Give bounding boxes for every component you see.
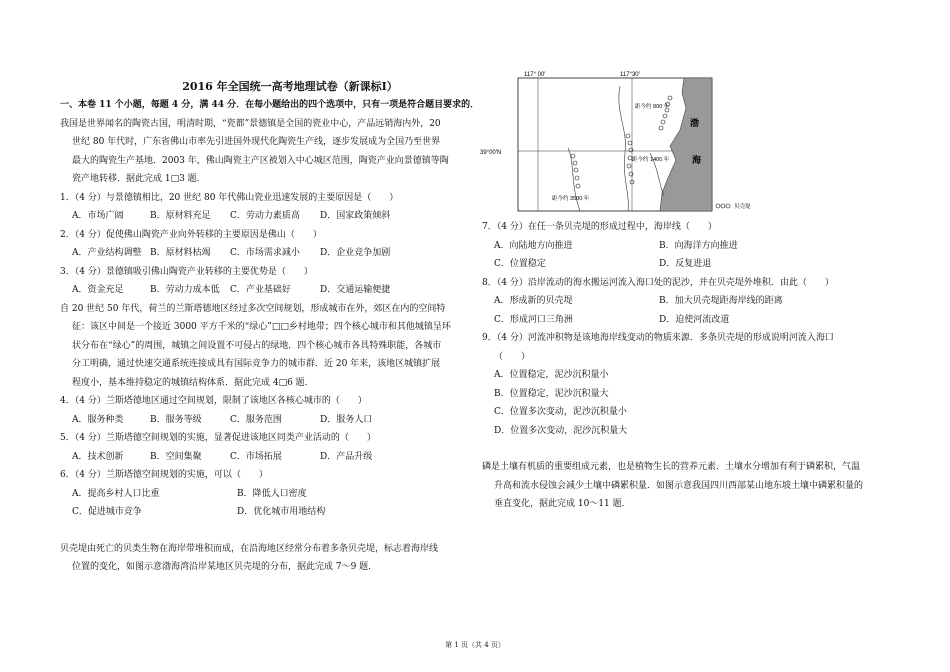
passage-1-line: 世纪 80 年代时，广东省佛山市率先引进国外现代化陶瓷生产线，逐步发展成为全国乃至世界 bbox=[72, 137, 441, 147]
question-3-options bbox=[60, 281, 480, 300]
option-a[interactable]: A．形成新的贝壳堤 bbox=[494, 296, 573, 306]
option-c[interactable]: C．劳动力素质高 bbox=[230, 211, 300, 221]
question-7-options-row1 bbox=[482, 237, 902, 256]
option-d[interactable]: D．位置多次变动，泥沙沉积量大 bbox=[494, 425, 628, 436]
question-7-stem: 7．（4 分）在任一条贝壳堤的形成过程中，海岸线（ ） bbox=[482, 222, 717, 232]
question-6-options-row1 bbox=[60, 485, 480, 504]
option-c[interactable]: C．服务范围 bbox=[230, 414, 282, 425]
passage-2-line: 征：该区中间是一个接近 3000 平方千米的“绿心”□□乡村地带；四个核心城市和其他城镇呈环 bbox=[72, 322, 451, 332]
option-b[interactable]: B．劳动力成本低 bbox=[150, 285, 220, 295]
option-c[interactable]: C．市场拓展 bbox=[230, 451, 282, 462]
passage-3-line: 位置的变化，如图示意渤海湾沿岸某地区贝壳堤的分布，据此完成 7～9 题． bbox=[72, 562, 378, 572]
question-8-options-row2 bbox=[482, 311, 902, 330]
option-c[interactable]: C．位置多次变动，泥沙沉积量小 bbox=[494, 407, 627, 417]
option-d[interactable]: D．国家政策倾斜 bbox=[320, 211, 391, 221]
lon-label-2: 117°30′ bbox=[620, 72, 640, 78]
question-8-options-row1 bbox=[482, 292, 902, 311]
right-column bbox=[482, 218, 902, 514]
passage-2-line: 状分布在“绿心”的周围，城镇之间设置不可侵占的绿地．四个核心城市各具特殊职能，各城市 bbox=[72, 340, 442, 351]
legend-shell-icon bbox=[716, 204, 730, 208]
option-b[interactable]: B．加大贝壳堤距海岸线的距离 bbox=[659, 296, 783, 306]
option-a[interactable]: A．产业结构调整 bbox=[72, 248, 142, 258]
option-b[interactable]: B．服务等级 bbox=[150, 414, 202, 425]
passage-1-line: 最大的陶瓷生产基地．2003 年，佛山陶瓷主产区被划入中心城区范围，陶瓷产业向景德镇等陶 bbox=[72, 155, 449, 166]
passage-2-line: 自 20 世纪 50 年代，荷兰的兰斯塔德地区经过多次空间规划，形成城市在外，郊区在内的空间特 bbox=[60, 303, 446, 314]
question-3-stem: 3．（4 分）景德镇吸引佛山陶瓷产业转移的主要优势是（ ） bbox=[60, 266, 313, 277]
question-8-stem: 8．（4 分）沿岸流动的海水搬运河流入海口处的泥沙，并在贝壳堤外堆积．由此（ ） bbox=[482, 277, 834, 288]
question-7-options-row2 bbox=[482, 255, 902, 274]
question-5-options bbox=[60, 448, 480, 467]
passage-1-line: 瓷产地转移．据此完成 1□3 题． bbox=[72, 174, 206, 184]
option-c[interactable]: C．形成河口三角洲 bbox=[494, 314, 573, 325]
question-6-stem: 6．（4 分）兰斯塔德空间规划的实施，可以（ ） bbox=[60, 470, 268, 480]
question-4-options bbox=[60, 411, 480, 430]
passage-4-line: 垂直变化，据此完成 10～11 题． bbox=[494, 499, 631, 509]
label-800: 距今约 800 年 bbox=[635, 104, 670, 110]
option-d[interactable]: D．企业竞争加剧 bbox=[320, 248, 391, 258]
page-title: 2016 年全国统一高考地理试卷（新课标Ⅰ） bbox=[182, 80, 398, 93]
question-5-stem: 5．（4 分）兰斯塔德空间规划的实施，显著促进该地区同类产业活动的（ ） bbox=[60, 433, 376, 443]
option-b[interactable]: B．空间集聚 bbox=[150, 451, 202, 462]
option-b[interactable]: B．向海洋方向推进 bbox=[659, 240, 738, 251]
passage-2-line: 程度小，基本维持稳定的城镇结构体系．据此完成 4□6 题． bbox=[72, 377, 314, 388]
label-3500: 距今约 3500 年 bbox=[552, 196, 590, 202]
option-c[interactable]: C．位置稳定 bbox=[494, 259, 546, 269]
lon-label-1: 117° 00′ bbox=[524, 72, 546, 78]
option-d[interactable]: D．产品升级 bbox=[320, 451, 373, 462]
lat-label: 39°00′N bbox=[480, 150, 502, 156]
label-1400: 距今约 1400 年 bbox=[632, 157, 670, 163]
option-d[interactable]: D．服务人口 bbox=[320, 414, 373, 425]
option-d[interactable]: D．交通运输便捷 bbox=[320, 285, 391, 295]
option-a[interactable]: A．技术创新 bbox=[72, 451, 124, 462]
option-c[interactable]: C．市场需求减小 bbox=[230, 248, 300, 258]
passage-1-line: 我国是世界闻名的陶瓷古国，明清时期，“瓷都”景德镇是全国的瓷业中心，产品远销海内外，20 bbox=[60, 118, 441, 129]
shell-ridge-map bbox=[480, 68, 770, 216]
question-4-stem: 4．（4 分）兰斯塔德地区通过空间规划，限制了该地区各核心城市的（ ） bbox=[60, 396, 367, 406]
passage-3-line: 贝壳堤由死亡的贝类生物在海岸带堆积而成，在沿海地区经常分布着多条贝壳堤，标志着海岸线 bbox=[60, 543, 439, 554]
left-column bbox=[60, 78, 480, 577]
option-b[interactable]: B．原材料枯竭 bbox=[150, 248, 211, 258]
option-d[interactable]: D．反复进退 bbox=[659, 259, 712, 269]
option-c[interactable]: C．产业基础好 bbox=[230, 285, 291, 295]
passage-4-line: 磷是土壤有机质的重要组成元素，也是植物生长的营养元素．土壤水分增加有利于磷累积，气温 bbox=[482, 462, 861, 472]
option-a[interactable]: A．向陆地方向推进 bbox=[494, 240, 573, 251]
option-d[interactable]: D．迫使河流改道 bbox=[659, 314, 730, 325]
question-6-options-row2 bbox=[60, 503, 480, 522]
option-b[interactable]: B．位置稳定，泥沙沉积量大 bbox=[494, 388, 609, 399]
question-2-stem: 2．（4 分）促使佛山陶瓷产业向外转移的主要原因是佛山（ ） bbox=[60, 229, 322, 240]
sea-label-1: 渤 bbox=[690, 119, 700, 129]
option-d[interactable]: D．优化城市用地结构 bbox=[237, 507, 326, 517]
option-a[interactable]: A．市场广阔 bbox=[72, 211, 124, 221]
passage-2-line: 分工明确，通过快速交通系统连接成具有国际竞争力的城市群．近 20 年来，该地区城镇扩展 bbox=[72, 359, 441, 369]
option-c[interactable]: C．促进城市竞争 bbox=[72, 507, 142, 517]
question-1-options bbox=[60, 207, 480, 226]
option-a[interactable]: A．资金充足 bbox=[72, 285, 124, 295]
question-2-options bbox=[60, 244, 480, 263]
sea-label-2: 海 bbox=[692, 156, 702, 166]
passage-4-line: 升高和流水侵蚀会减少土壤中磷累积量．如图示意我国四川西部某山地东坡土壤中磷累积量的 bbox=[494, 480, 864, 491]
question-9-stem: 9．（4 分）河流冲积物是该地海岸线变动的物质来源．多条贝壳堤的形成说明河流入海口 bbox=[482, 333, 834, 343]
option-b[interactable]: B．降低人口密度 bbox=[237, 488, 307, 499]
option-a[interactable]: A．提高乡村人口比重 bbox=[72, 488, 160, 499]
question-9-stem-cont: （ ） bbox=[494, 351, 531, 362]
option-a[interactable]: A．服务种类 bbox=[72, 414, 124, 425]
legend-label: 贝壳堤 bbox=[734, 204, 751, 210]
section-heading: 一、本卷 11 个小题，每题 4 分，满 44 分．在每小题给出的四个选项中，只有一项是符合题目要求的． bbox=[60, 100, 480, 110]
question-1-stem: 1．（4 分）与景德镇相比，20 世纪 80 年代佛山瓷业迅速发展的主要原因是（ ） bbox=[60, 192, 399, 203]
page-footer: 第 1 页（共 4 页） bbox=[445, 641, 505, 649]
option-a[interactable]: A．位置稳定，泥沙沉积量小 bbox=[494, 370, 609, 380]
option-b[interactable]: B．原材料充足 bbox=[150, 211, 211, 221]
